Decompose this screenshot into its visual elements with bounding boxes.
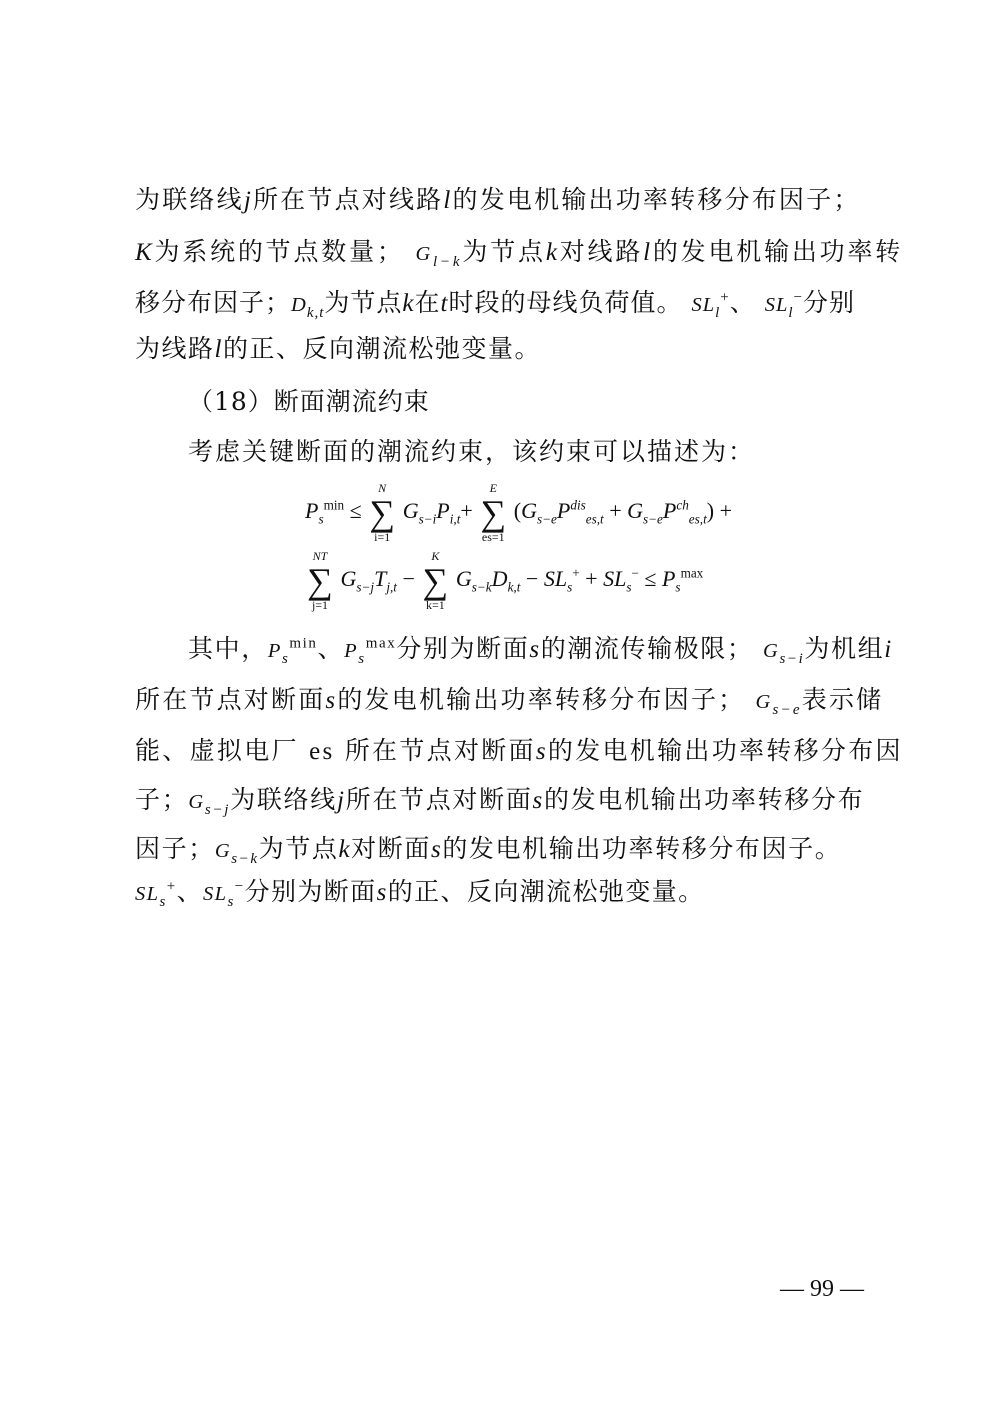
equation-row-1: $P_s^{min}$ ≤ N ∑ i=1 $G_{s-i}P_{i,t}+$ E ∑ es=1 $(G_{s-e}P^{dis}_{es,t} + G_{s-e}P^{ch}_{es,t})$ +: [305, 481, 732, 544]
para2-line1: 其中，$P_s^{min}$、$P_s^{max}$分别为断面s的潮流传输极限； $G_{s-i}$为机组i: [188, 634, 893, 667]
sum-symbol-3: NT ∑ j=1: [307, 549, 333, 612]
para1-line2: K为系统的节点数量； $G_{l-k}$为节点k对线路l的发电机输出功率转: [135, 237, 904, 270]
page-number: — 99 —: [780, 1276, 864, 1302]
para2-line4: 子；$G_{s-j}$为联络线j所在节点对断面s的发电机输出功率转移分布: [135, 785, 865, 818]
para2-line6: $SL_s^+$、$SL_s^-$分别为断面s的正、反向潮流松弛变量。: [135, 877, 705, 910]
sum-symbol-1: N ∑ i=1: [369, 481, 396, 544]
sum-symbol-4: K ∑ k=1: [422, 549, 449, 612]
para2-line3: 能、虚拟电厂 es 所在节点对断面s的发电机输出功率转移分布因: [135, 736, 903, 765]
sum-symbol-2: E ∑ es=1: [480, 481, 507, 544]
para2-line2: 所在节点对断面s的发电机输出功率转移分布因子； $G_{s-e}$表示储: [135, 685, 884, 718]
para1-line3: 移分布因子；$D_{k,t}$为节点k在t时段的母线负荷值。 $SL_l^+$、 $SL_l^-$分别: [135, 288, 856, 321]
para1-line1: 为联络线j所在节点对线路l的发电机输出功率转移分布因子；: [135, 185, 861, 214]
section-heading: （18）断面潮流约束: [188, 387, 430, 416]
intro-text: 考虑关键断面的潮流约束，该约束可以描述为：: [188, 437, 756, 466]
para1-line4: 为线路l的正、反向潮流松弛变量。: [135, 334, 541, 363]
para2-line5: 因子；$G_{s-k}$为节点k对断面s的发电机输出功率转移分布因子。: [135, 834, 842, 867]
equation-row-2: NT ∑ j=1 $G_{s-j}T_{j,t}$ − K ∑ k=1 $G_{s-k}D_{k,t} - SL_s^+ + SL_s^- \le P_s^{max}$: [305, 550, 703, 612]
